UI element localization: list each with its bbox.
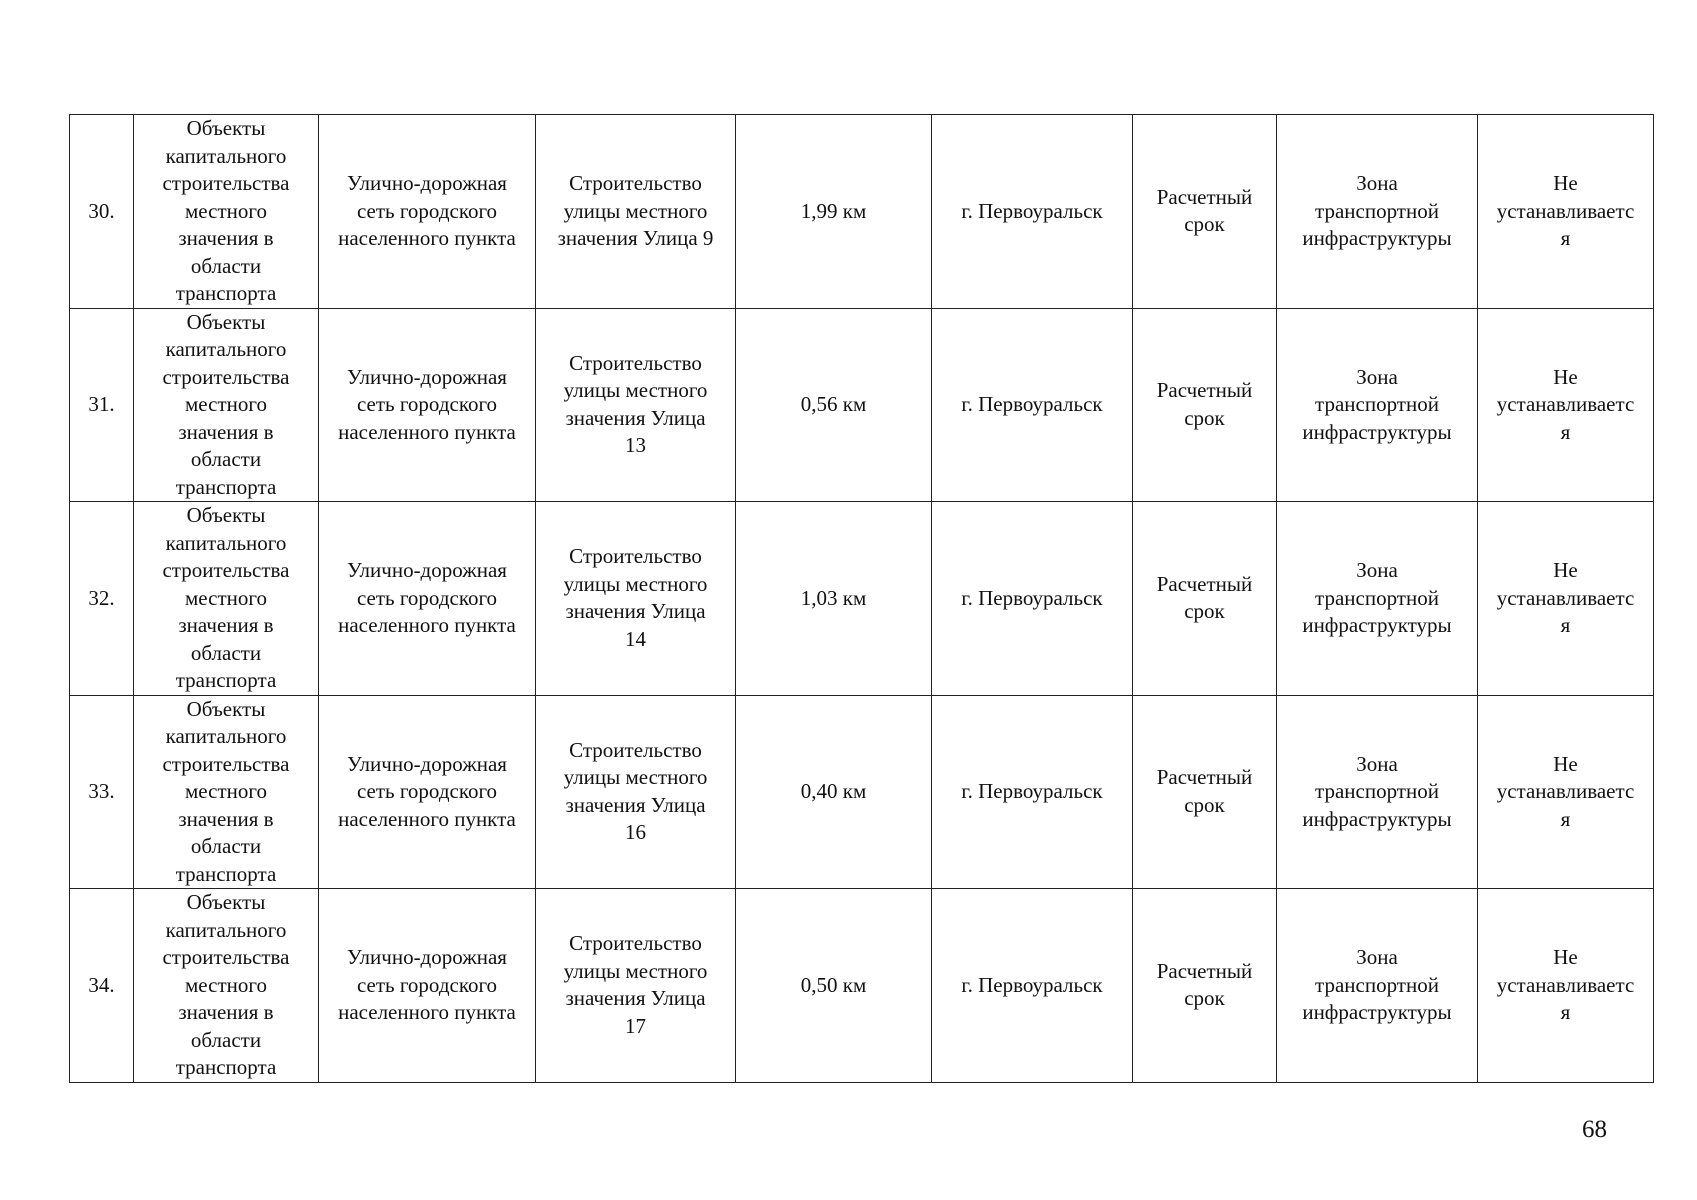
protection-zone-cell — [1478, 889, 1654, 1083]
object-type-cell — [134, 889, 319, 1083]
protection-zone: Не устанавливаетс я — [1496, 558, 1635, 637]
object-type: Объекты капитального строительства местного значения в области транспорта — [162, 116, 290, 305]
functional-zone-cell — [1277, 115, 1478, 309]
table-row — [70, 115, 1654, 309]
row-number-cell — [70, 308, 134, 502]
functional-zone-cell — [1277, 695, 1478, 889]
object-type: Объекты капитального строительства местного значения в области транспорта — [162, 696, 290, 886]
row-number-cell — [70, 695, 134, 889]
object-characteristic-cell — [736, 695, 932, 889]
row-number: 34. — [88, 972, 115, 997]
object-purpose: Улично-дорожная сеть городского населенного пункта — [338, 364, 516, 444]
object-characteristic-cell — [736, 889, 932, 1083]
table-row — [70, 308, 1654, 502]
row-number: 31. — [88, 392, 115, 416]
object-location: г. Первоуральск — [961, 198, 1103, 223]
object-name: Строительство улицы местного значения Улица 13 — [563, 350, 708, 458]
row-number: 33. — [88, 779, 115, 803]
object-term: Расчетный срок — [1156, 184, 1253, 237]
table-row — [70, 502, 1654, 696]
object-location: г. Первоуральск — [961, 585, 1103, 610]
table-row — [70, 889, 1654, 1083]
row-number-cell — [70, 502, 134, 696]
object-purpose: Улично-дорожная сеть городского населенного пункта — [338, 751, 516, 831]
object-type: Объекты капитального строительства местного значения в области транспорта — [162, 503, 290, 692]
object-name: Строительство улицы местного значения Улица 14 — [563, 544, 708, 651]
object-term: Расчетный срок — [1156, 571, 1253, 624]
functional-zone: Зона транспортной инфраструктуры — [1302, 751, 1452, 831]
object-purpose: Улично-дорожная сеть городского населенного пункта — [338, 945, 516, 1024]
object-type: Объекты капитального строительства местного значения в области транспорта — [162, 309, 290, 499]
object-term-cell — [1133, 115, 1277, 309]
object-location-cell — [932, 502, 1133, 696]
object-characteristic: 1,99 км — [800, 198, 867, 223]
protection-zone: Не устанавливаетс я — [1496, 945, 1635, 1024]
object-characteristic-cell — [736, 502, 932, 696]
object-location-cell — [932, 695, 1133, 889]
object-term-cell — [1133, 889, 1277, 1083]
object-location-cell — [932, 889, 1133, 1083]
page-number: 68 — [1582, 1116, 1607, 1143]
objects-table — [69, 114, 1654, 1083]
row-number-cell — [70, 889, 134, 1083]
object-term-cell — [1133, 308, 1277, 502]
functional-zone: Зона транспортной инфраструктуры — [1302, 364, 1452, 444]
object-purpose-cell — [319, 889, 536, 1083]
object-term: Расчетный срок — [1156, 958, 1253, 1011]
object-type-cell — [134, 308, 319, 502]
object-term-cell — [1133, 695, 1277, 889]
object-location: г. Первоуральск — [961, 972, 1103, 997]
protection-zone-cell — [1478, 502, 1654, 696]
object-type-cell — [134, 502, 319, 696]
object-characteristic-cell — [736, 115, 932, 309]
functional-zone: Зона транспортной инфраструктуры — [1302, 558, 1452, 637]
protection-zone: Не устанавливаетс я — [1496, 751, 1635, 831]
object-characteristic-cell — [736, 308, 932, 502]
protection-zone-cell — [1478, 695, 1654, 889]
object-name-cell — [536, 695, 736, 889]
object-characteristic: 0,50 км — [800, 972, 867, 997]
object-name: Строительство улицы местного значения Улица 16 — [563, 737, 708, 845]
object-location-cell — [932, 115, 1133, 309]
object-purpose: Улично-дорожная сеть городского населенного пункта — [338, 171, 516, 250]
object-purpose-cell — [319, 115, 536, 309]
object-name-cell — [536, 502, 736, 696]
object-characteristic: 1,03 км — [800, 585, 867, 610]
row-number-cell — [70, 115, 134, 309]
object-purpose-cell — [319, 308, 536, 502]
object-purpose-cell — [319, 695, 536, 889]
object-name-cell — [536, 115, 736, 309]
functional-zone-cell — [1277, 308, 1478, 502]
object-name-cell — [536, 889, 736, 1083]
object-location-cell — [932, 308, 1133, 502]
protection-zone-cell — [1478, 308, 1654, 502]
functional-zone: Зона транспортной инфраструктуры — [1302, 171, 1452, 250]
object-type-cell — [134, 695, 319, 889]
object-characteristic: 0,56 км — [800, 392, 867, 416]
object-name-cell — [536, 308, 736, 502]
functional-zone-cell — [1277, 502, 1478, 696]
functional-zone-cell — [1277, 889, 1478, 1083]
object-term: Расчетный срок — [1156, 378, 1253, 430]
protection-zone-cell — [1478, 115, 1654, 309]
object-term: Расчетный срок — [1156, 765, 1253, 817]
object-name: Строительство улицы местного значения Улица 9 — [557, 171, 714, 250]
object-purpose-cell — [319, 502, 536, 696]
object-term-cell — [1133, 502, 1277, 696]
object-location: г. Первоуральск — [961, 392, 1103, 416]
object-characteristic: 0,40 км — [800, 779, 867, 803]
object-type: Объекты капитального строительства местного значения в области транспорта — [162, 890, 290, 1079]
object-location: г. Первоуральск — [961, 779, 1103, 803]
object-type-cell — [134, 115, 319, 309]
protection-zone: Не устанавливаетс я — [1496, 364, 1635, 444]
table-row — [70, 695, 1654, 889]
object-purpose: Улично-дорожная сеть городского населенного пункта — [338, 558, 516, 637]
object-name: Строительство улицы местного значения Улица 17 — [563, 931, 708, 1038]
protection-zone: Не устанавливаетс я — [1496, 171, 1635, 250]
functional-zone: Зона транспортной инфраструктуры — [1302, 945, 1452, 1024]
row-number: 30. — [88, 198, 115, 223]
row-number: 32. — [88, 585, 115, 610]
